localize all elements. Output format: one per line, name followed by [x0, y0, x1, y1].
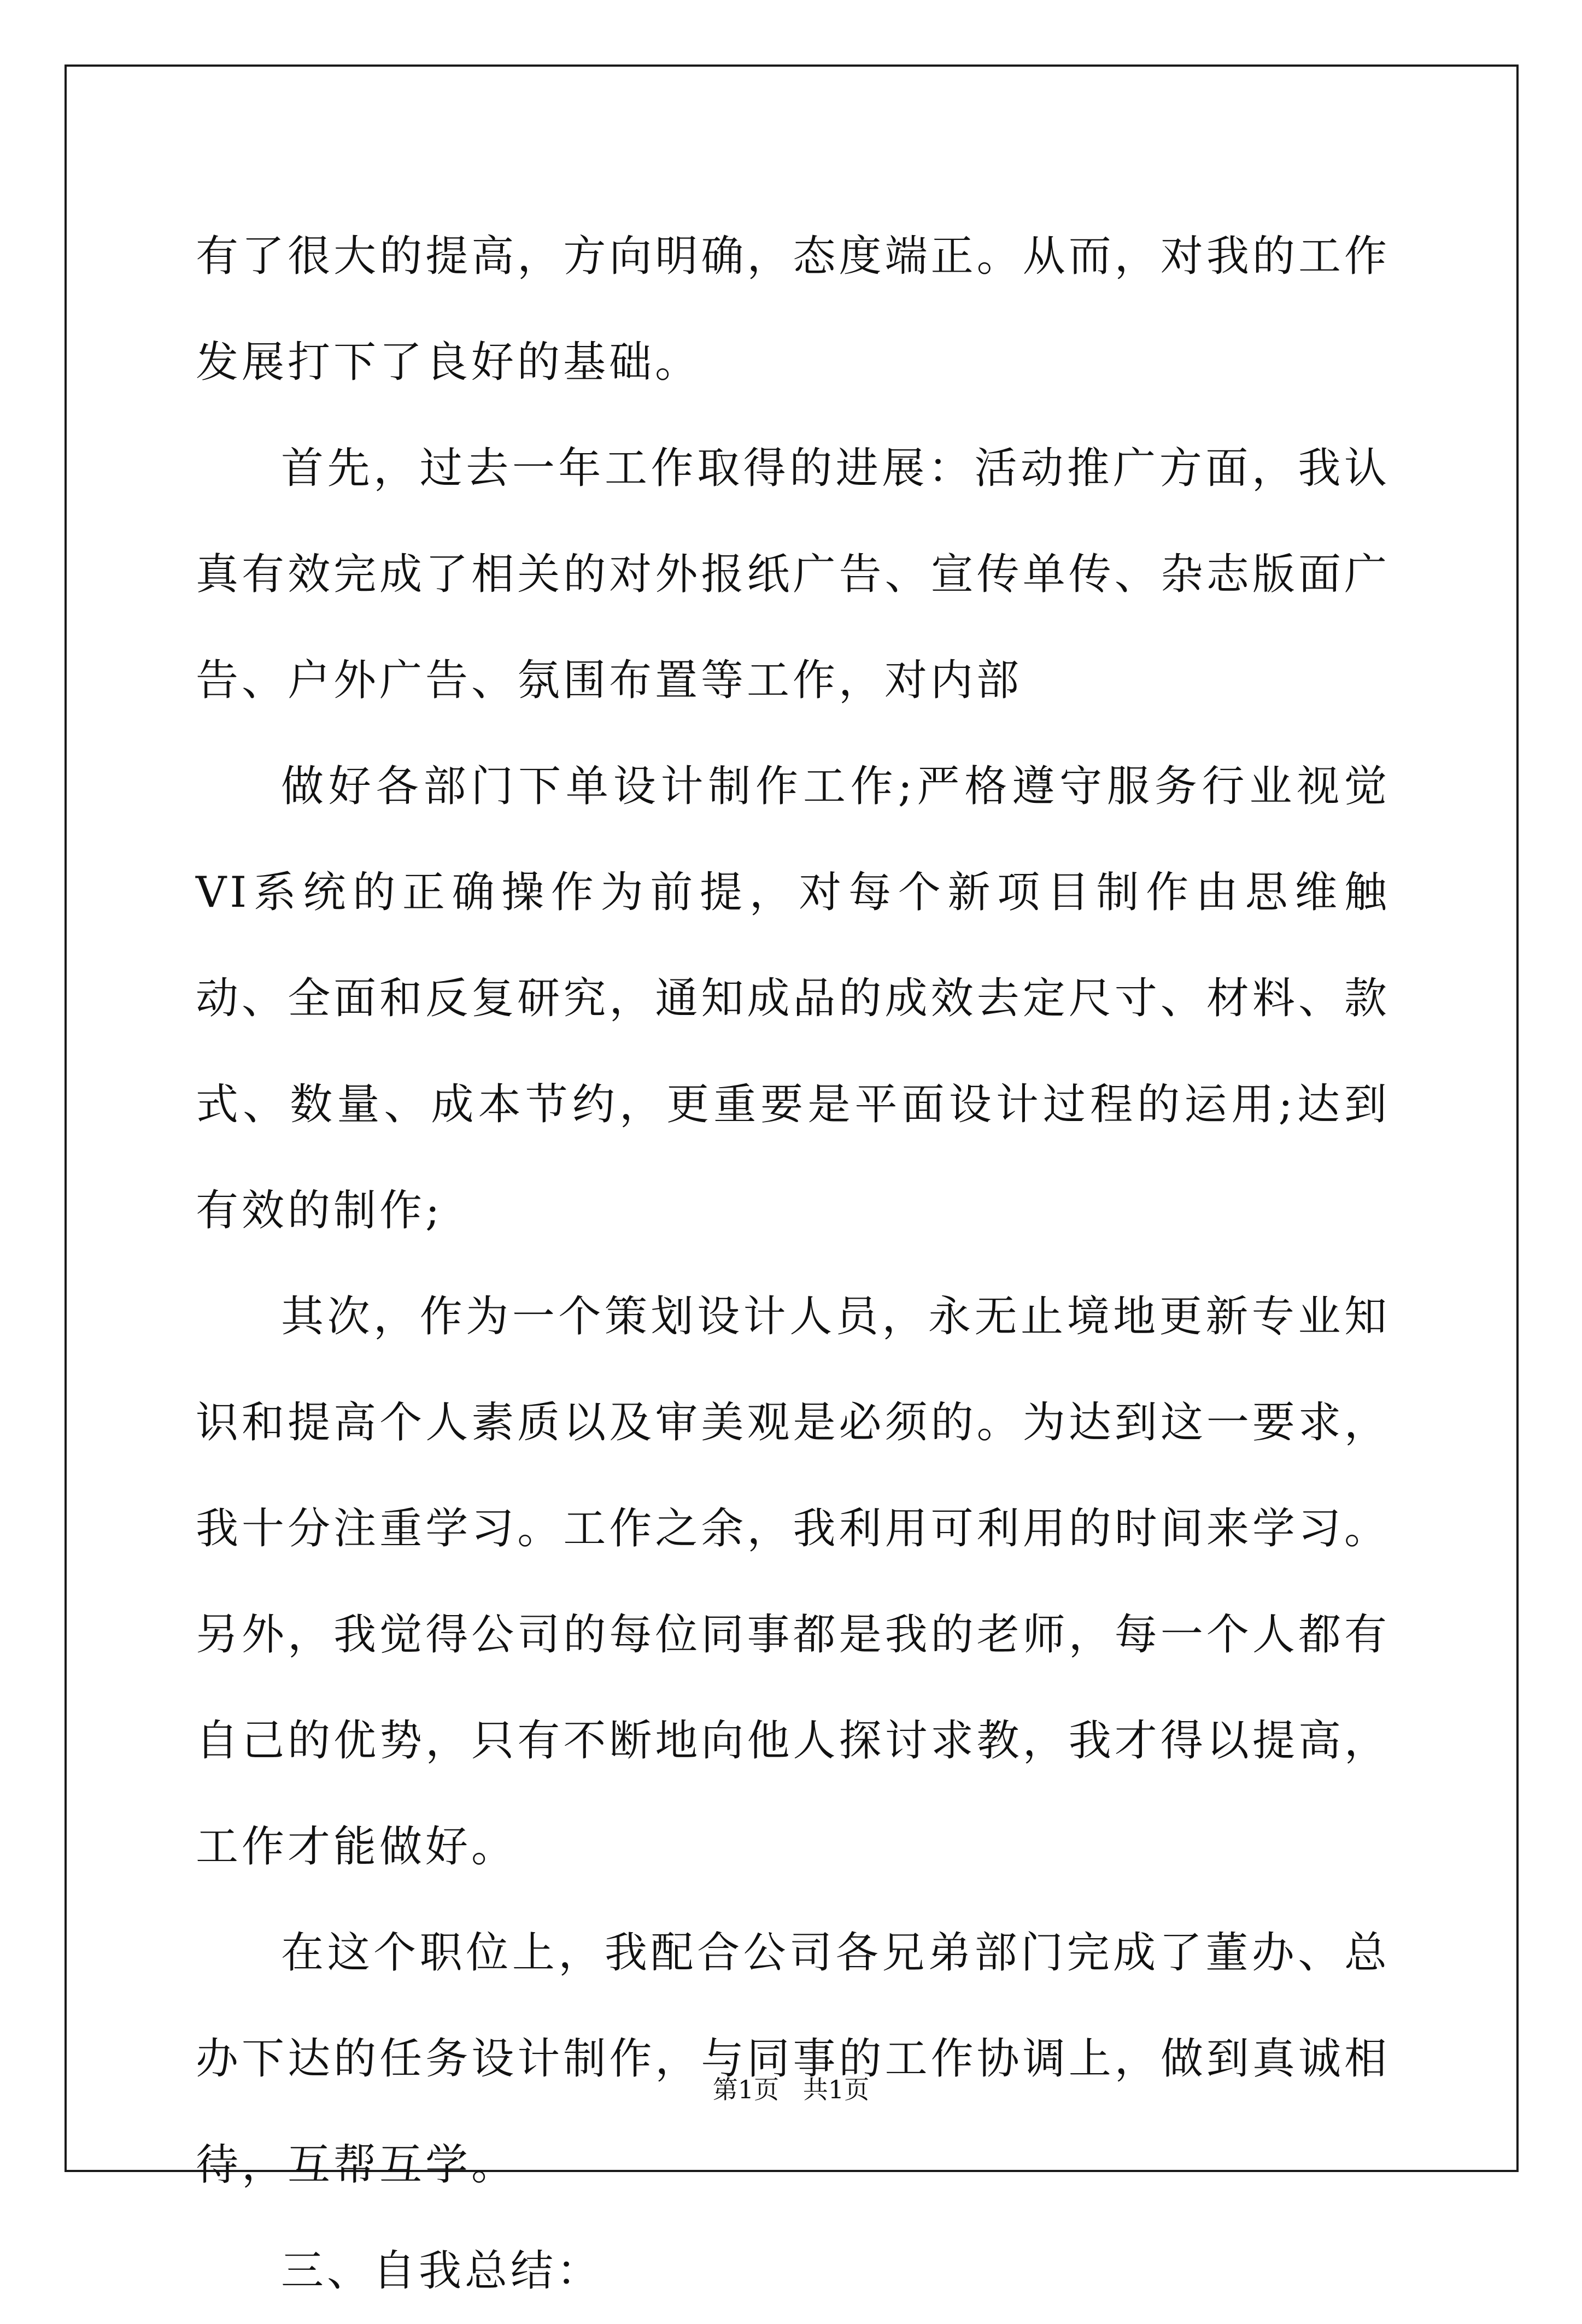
document-body: [196, 203, 1390, 2324]
paragraph: 在这个职位上，我配合公司各兄弟部门完成了董办、总办下达的任务设计制作，与同事的工作协调上，做到真诚相待，互帮互学。: [196, 1928, 1390, 2190]
paragraph: 有了很大的提高，方向明确，态度端正。从而，对我的工作发展打下了良好的基础。: [196, 232, 1390, 387]
section-heading: 三、自我总结：: [281, 2246, 603, 2296]
paragraph: 其次，作为一个策划设计人员，永无止境地更新专业知识和提高个人素质以及审美观是必须的。为达到这一要求，我十分注重学习。工作之余，我利用可利用的时间来学习。另外，我觉得公司的每位同事都是我的老师，每一个人都有自己的优势，只有不断地向他人探讨求教，我才得以提高，工作才能做好。: [196, 1292, 1390, 1871]
page-number-footer: 第1页 共1页: [712, 2075, 870, 2104]
paragraph: 首先，过去一年工作取得的进展：活动推广方面，我认真有效完成了相关的对外报纸广告、宣传单传、杂志版面广告、户外广告、氛围布置等工作，对内部: [196, 444, 1390, 705]
paragraph: 做好各部门下单设计制作工作;严格遵守服务行业视觉VI系统的正确操作为前提，对每个新项目制作由思维触动、全面和反复研究，通知成品的成效去定尺寸、材料、款式、数量、成本节约，更重要是平面设计过程的运用;达到有效的制作;: [196, 762, 1390, 1235]
